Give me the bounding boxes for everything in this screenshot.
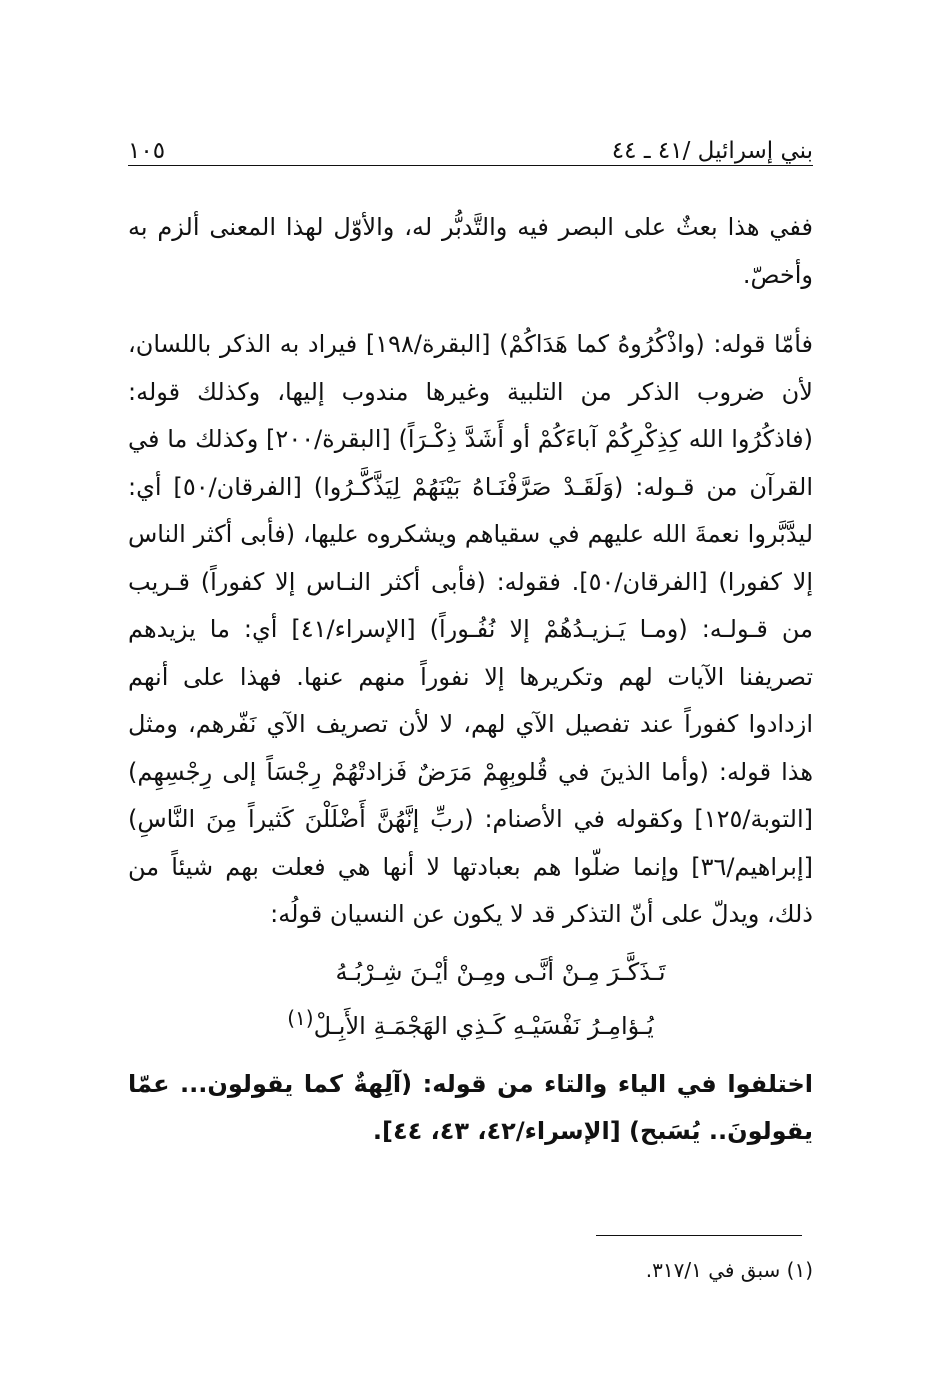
main-text	[128, 204, 813, 1156]
paragraph-1: ففي هذا بعثٌ على البصر فيه والتَّدبُّر له، والأوّل لهذا المعنى ألزم به وأخصّ.	[128, 213, 813, 289]
verse-line-2-text: يُـؤامِـرُ نَفْسَيْـهِ كَـذِي الهَجْمَـةِ الأَبِـلْ	[313, 1011, 654, 1040]
bold-paragraph: اختلفوا في الياء والتاء من قوله: (آلِهةٌ كما يقولون... عمّا يقولونَ.. يُسَبح) [الإسراء/٤٢، ٤٣، ٤٤].	[128, 1069, 813, 1145]
paragraph-2: فأمّا قوله: (واذْكُرُوهُ كما هَدَاكُمْ) [البقرة/١٩٨] فيراد به الذكر باللسان، لأن ضروب الذكر من التلبية وغيرها مندوب إليها، وكذلك قوله: (فاذكُرُوا الله كِذِكْرِكُمْ آباءَكُمْ أو أَشَدَّ ذِكْـرَاً) [البقرة/٢٠٠] وكذلك ما في القرآن من قـوله: (وَلَقَـدْ صَرَّفْنَـاهُ بَيْنَهُمْ لِيَذَّكَّـرُوا) [الفرقان/٥٠] أي: ليدَّبَّروا نعمةَ الله عليهم في سقياهم ويشكروه عليها، (فأبى أكثر الناس إلا كفورا) [الفرقان/٥٠]. فقوله: (فأبى أكثر النـاس إلا كفوراً) قـريب من قـولـه: (ومـا يَـزيـدُهُمْ إلا نُفُـوراً) [الإسراء/٤١] أي: ما يزيدهم تصريفنا الآيات لهم وتكريرها إلا نفوراً منهم عنها. فهذا على أنهم ازدادوا كفوراً عند تفصيل الآي لهم، لا لأن تصريف الآي نَفّرهم، ومثل هذا قوله: (وأما الذينَ في قُلوبِهِمْ مَرَضٌ فَزادتْهُمْ رِجْسَاً إلى رِجْسِهِم) [التوبة/١٢٥] وكقوله في الأصنام: (ربِّ إنَّهُنَّ أَضْلَلْنَ كَثيراً مِنَ النَّاسِ) [إبراهيم/٣٦] وإنما ضلّوا هم بعبادتها لا أنها هي فعلت بهم شيئاً من ذلك، ويدلّ على أنّ التذكر قد لا يكون عن النسيان قولُه:	[128, 330, 814, 928]
header-title: بني إسرائيل /٤١ ـ ٤٤	[611, 138, 813, 164]
footnote-marker: (١)	[287, 1005, 314, 1030]
header-divider	[128, 165, 813, 166]
poetry-verse	[128, 949, 813, 1049]
verse-line-2	[128, 995, 813, 1049]
verse-line-1: تَـذَكَّـرَ مِـنْ أنَّـى ومِـنْ أيْـنَ شِـرْبُـهُ	[335, 957, 666, 986]
footnote-divider	[596, 1235, 802, 1236]
page-number: ١٠٥	[128, 138, 166, 164]
footnote: (١) سبق في ٣١٧/١.	[645, 1258, 813, 1282]
running-header	[128, 118, 813, 164]
